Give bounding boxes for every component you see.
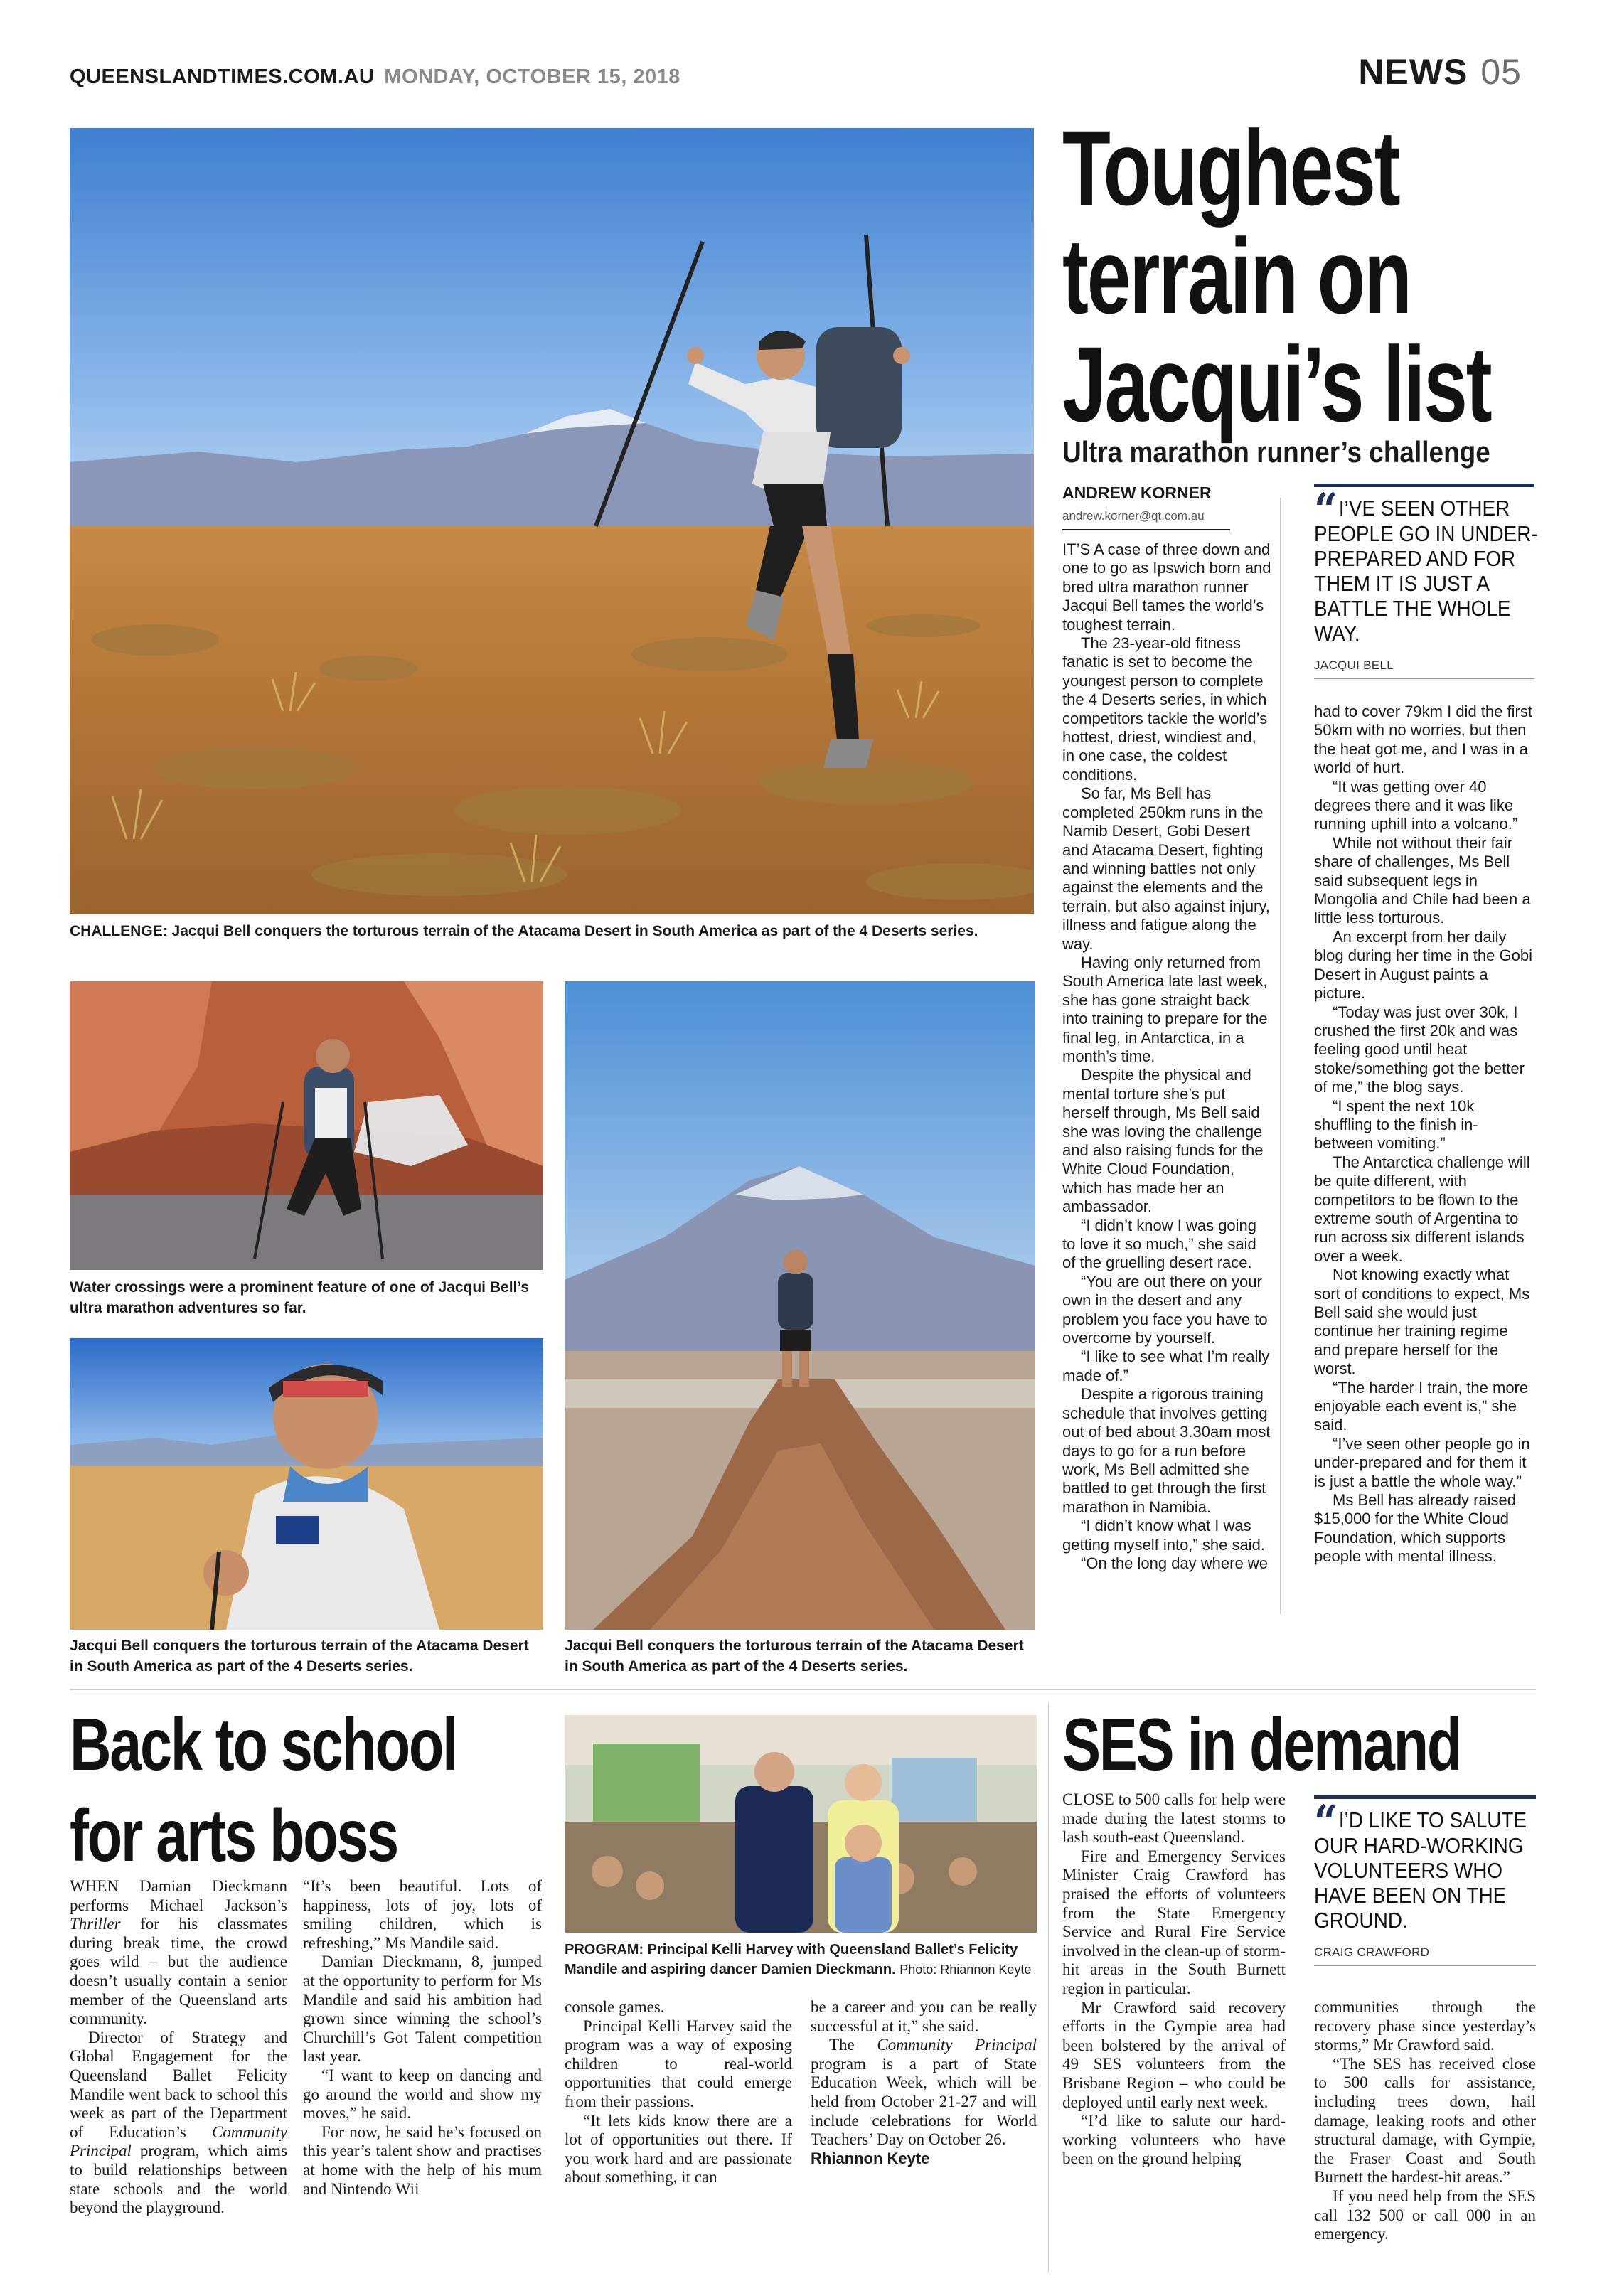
- song-title: Thriller: [70, 1915, 121, 1933]
- paragraph: “I’ve seen other people go in under-prepared and for them it is just a battle the whole way.”: [1314, 1434, 1530, 1490]
- caption-label: CHALLENGE:: [70, 923, 168, 939]
- caption-text: Principal Kelli Harvey with Queensland Ballet’s Felicity Mandile and aspiring dancer Damien Dieckmann.: [565, 1942, 1018, 1977]
- quote-mark-icon: “: [1314, 484, 1334, 537]
- pullquote-text-wrap: [1314, 1795, 1551, 1933]
- program-name: Community Principal: [70, 2123, 287, 2160]
- water-crossing-photo: [70, 981, 543, 1270]
- column-rule: [1048, 1703, 1049, 2272]
- paragraph: “The SES has received close to 500 calls for assistance, including trees down, hail damage, leaking roofs and other structural damage, with Gympie, the Fraser Coast and South Burnett the hardest-hit areas.”: [1314, 2054, 1536, 2186]
- paragraph: For now, he said he’s focused on this year’s talent show and practises at home with the help of his mum and Nintendo Wii: [303, 2123, 542, 2198]
- quote-mark-icon: “: [1314, 1795, 1334, 1849]
- ses-column-1: [1062, 1790, 1286, 2169]
- paragraph: “I didn’t know what I was getting myself into,” she said.: [1062, 1517, 1265, 1554]
- summit-photo: [565, 981, 1035, 1630]
- paragraph: So far, Ms Bell has completed 250km runs in the Namib Desert, Gobi Desert and Atacama Desert, fighting and winning battles not only against the elements and the terrain, but also against injury, illness and fatigue along the way.: [1062, 784, 1270, 953]
- paragraph: Fire and Emergency Services Minister Craig Crawford has praised the efforts of volunteers from the State Emergency Service and Rural Fire Service involved in the clean-up of storm-hit areas in the South Burnett region in particular.: [1062, 1847, 1286, 1997]
- arts-headline: [70, 1699, 569, 1881]
- paragraph: CLOSE to 500 calls for help were made during the latest storms to lash south-east Queensland.: [1062, 1790, 1286, 1847]
- photo-credit: Photo: Rhiannon Keyte: [899, 1963, 1032, 1977]
- section-divider: [70, 1689, 1536, 1690]
- paragraph: “I like to see what I’m really made of.”: [1062, 1347, 1270, 1384]
- paragraph: “The harder I train, the more enjoyable each event is,” she said.: [1314, 1378, 1529, 1434]
- ses-column-2: [1314, 1998, 1536, 2244]
- headline-line-2: for arts boss: [70, 1795, 397, 1877]
- headline-line-1: Toughest: [1062, 108, 1399, 228]
- summit-caption: Jacqui Bell conquers the torturous terrain of the Atacama Desert in South America as part of the 4 Deserts series.: [565, 1638, 1024, 1675]
- paragraph: Mr Crawford said recovery efforts in the Gympie area had been bolstered by the arrival of 49 SES volunteers from the Brisbane Region – who could be deployed until early next week.: [1062, 1998, 1286, 2111]
- paragraph: [70, 2029, 287, 2218]
- pullquote-attribution: JACQUI BELL: [1314, 658, 1534, 679]
- arts-column-2: [303, 1877, 542, 2199]
- feature-headline: [1062, 108, 1589, 444]
- paragraph: The 23-year-old fitness fanatic is set to become the youngest person to complete the 4 Deserts series, in which competitors tackle the world’s hottest, driest, windiest and, in one case, the coldest conditions.: [1062, 634, 1268, 784]
- author-email: andrew.korner@qt.com.au: [1062, 509, 1230, 530]
- paragraph: be a career and you can be really successful at it,” she said.: [811, 1998, 1037, 2035]
- pullquote-text: I’D LIKE TO SALUTE OUR HARD-WORKING VOLUNTEERS WHO HAVE BEEN ON THE GROUND.: [1314, 1808, 1527, 1933]
- paragraph: An excerpt from her daily blog during her time in the Gobi Desert in August paints a picture.: [1314, 927, 1532, 1003]
- text: WHEN Damian Dieckmann performs Michael Jackson’s: [70, 1877, 287, 1914]
- column-rule: [1280, 498, 1281, 1614]
- paragraph: Principal Kelli Harvey said the program was a way of exposing children to real-world opportunities that could emerge from their passions.: [565, 2017, 792, 2110]
- arts-column-3: [565, 1998, 792, 2187]
- classroom-photo: [565, 1715, 1037, 1933]
- text: for his classmates during break time, the crowd goes wild – but the audience doesn’t usually contain a senior member of the Queensland arts community.: [70, 1915, 287, 2028]
- feature-column-2: [1314, 703, 1534, 1566]
- classroom-caption: [565, 1940, 1038, 1980]
- caption-text: Jacqui Bell conquers the torturous terrain of the Atacama Desert in South America as part of the 4 Deserts series.: [171, 923, 978, 939]
- page-number: 05: [1480, 52, 1522, 92]
- arts-column-1: [70, 1877, 287, 2218]
- text: The: [829, 2036, 877, 2054]
- site-name: QUEENSLANDTIMES.COM.AU: [70, 65, 375, 88]
- paragraph: “On the long day where we: [1081, 1554, 1268, 1572]
- section-name: NEWS: [1358, 52, 1468, 92]
- pullquote-attribution: CRAIG CRAWFORD: [1314, 1945, 1536, 1966]
- arts-column-4: [811, 1998, 1037, 2168]
- paragraph: “You are out there on your own in the desert and any problem you face you have to overcome by yourself.: [1062, 1272, 1268, 1347]
- paragraph: communities through the recovery phase since yesterday’s storms,” Mr Crawford said.: [1314, 1998, 1536, 2054]
- caption-label: PROGRAM:: [565, 1942, 644, 1958]
- paragraph: Despite a rigorous training schedule that involves getting out of bed about 3.30am most days to go for a run before work, Ms Bell admitted she battled to get through the first marathon in Namibia.: [1062, 1385, 1271, 1516]
- paragraph: “I spent the next 10k shuffling to the finish in-between vomiting.”: [1314, 1096, 1478, 1153]
- headline-line-3: Jacqui’s list: [1062, 324, 1491, 444]
- text: program, which aims to build relationships between state schools and the world beyond the playground.: [70, 2142, 287, 2217]
- paragraph: console games.: [565, 1998, 665, 2016]
- paragraph: If you need help from the SES call 132 500 or call 000 in an emergency.: [1314, 2186, 1536, 2243]
- feature-column-1: [1062, 540, 1272, 1573]
- text: program is a part of State Education Week, which will be held from October 21-27 and will include celebrations for World Teachers’ Day on October 26.: [811, 2054, 1037, 2149]
- paragraph: Ms Bell has already raised $15,000 for the White Cloud Foundation, which supports people with mental illness.: [1314, 1491, 1517, 1566]
- paragraph: Despite the physical and mental torture she’s put herself through, Ms Bell said she was loving the challenge and also raising funds for the White Cloud Foundation, which has made her an ambassador.: [1062, 1066, 1264, 1216]
- paragraph: Not knowing exactly what sort of conditions to expect, Ms Bell said she would just continue her training regime and prepare herself for the worst.: [1314, 1266, 1530, 1378]
- pullquote-text: I’VE SEEN OTHER PEOPLE GO IN UNDER-PREPARED AND FOR THEM IT IS JUST A BATTLE THE WHOLE WAY.: [1314, 496, 1538, 646]
- paragraph: Damian Dieckmann, 8, jumped at the opportunity to perform for Ms Mandile and said his ambition had grown since winning the school’s Churchill’s Got Talent competition last year.: [303, 1953, 542, 2066]
- paragraph: “It’s been beautiful. Lots of happiness, lots of joy, lots of smiling children, which is refreshing,” Ms Mandile said.: [303, 1877, 542, 1952]
- paragraph: The Antarctica challenge will be quite different, with competitors to be flown to the extreme south of Argentina to run across six different islands over a week.: [1314, 1153, 1530, 1265]
- paragraph: “I want to keep on dancing and go around the world and show my moves,” he said.: [303, 2066, 542, 2123]
- paragraph: “I’d like to salute our hard-working volunteers who have been on the ground helping: [1062, 2112, 1286, 2168]
- water-crossing-caption: Water crossings were a prominent feature of one of Jacqui Bell’s ultra marathon adventures so far.: [70, 1279, 530, 1316]
- section-label: [1358, 51, 1522, 92]
- paragraph: While not without their fair share of challenges, Ms Bell said subsequent legs in Mongolia and Chile had been a little less torturous.: [1314, 833, 1531, 927]
- headline-line-2: terrain on: [1062, 216, 1411, 336]
- ses-pullquote: [1314, 1795, 1536, 1966]
- selfie-caption: Jacqui Bell conquers the torturous terrain of the Atacama Desert in South America as part of the 4 Deserts series.: [70, 1638, 529, 1675]
- paragraph: had to cover 79km I did the first 50km with no worries, but then the heat got me, and I was in a world of hurt.: [1314, 703, 1532, 777]
- signoff: Rhiannon Keyte: [811, 2149, 930, 2167]
- program-name: Community Principal: [877, 2036, 1037, 2054]
- selfie-photo: [70, 1338, 543, 1630]
- text: Director of Strategy and Global Engagement for the Queensland Ballet Felicity Mandile went back to school this week as part of the Department of Education’s: [70, 2028, 287, 2141]
- paragraph: [70, 1877, 287, 2029]
- main-photo-atacama-jump: [70, 128, 1034, 914]
- pullquote-text-wrap: [1314, 484, 1551, 646]
- main-photo-caption: [70, 921, 1037, 941]
- paragraph: “It lets kids know there are a lot of opportunities out there. If you work hard and are passionate about something, it can: [565, 2111, 792, 2186]
- feature-pullquote: [1314, 484, 1538, 679]
- paragraph: “I didn’t know I was going to love it so much,” she said of the gruelling desert race.: [1062, 1216, 1257, 1272]
- ses-headline: SES in demand: [1062, 1704, 1461, 1786]
- paragraph: “It was getting over 40 degrees there and it was like running uphill into a volcano.”: [1314, 777, 1518, 833]
- feature-subhead: Ultra marathon runner’s challenge: [1062, 435, 1490, 469]
- paragraph: [811, 2036, 1037, 2150]
- masthead-site: [70, 65, 680, 89]
- paragraph: IT’S A case of three down and one to go as Ipswich born and bred ultra marathon runner Jacqui Bell tames the world’s toughest terrain.: [1062, 540, 1271, 634]
- paragraph: Having only returned from South America late last week, she has gone straight back into training to prepare for the final leg, in Antarctica, in a month’s time.: [1062, 953, 1268, 1065]
- issue-date: MONDAY, OCTOBER 15, 2018: [384, 65, 680, 88]
- byline: ANDREW KORNER: [1062, 484, 1212, 502]
- headline-line-1: Back to school: [70, 1704, 457, 1786]
- paragraph: “Today was just over 30k, I crushed the first 20k and was feeling good until heat stoke/something got the better of me,” the blog says.: [1314, 1003, 1525, 1096]
